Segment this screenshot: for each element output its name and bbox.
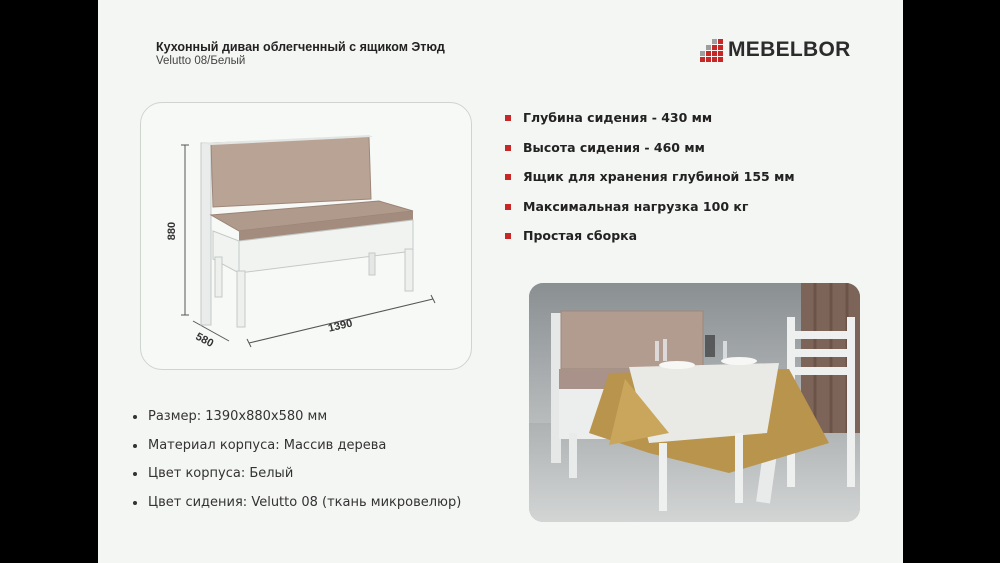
spec-item: Высота сидения - 460 мм [505, 135, 795, 165]
bullet-icon [505, 145, 511, 151]
detail-item: Материал корпуса: Массив дерева [130, 434, 461, 463]
bullet-icon [505, 115, 511, 121]
bullet-icon [505, 233, 511, 239]
bullet-icon [133, 501, 137, 505]
bullet-icon [133, 444, 137, 448]
brand-name: MEBELBOR [728, 38, 851, 61]
detail-item: Размер: 1390x880x580 мм [130, 405, 461, 434]
product-subtitle: Velutto 08/Белый [156, 55, 246, 67]
detail-item: Цвет корпуса: Белый [130, 462, 461, 491]
details-list [130, 405, 461, 519]
bullet-icon [133, 472, 137, 476]
spec-item: Ящик для хранения глубиной 155 мм [505, 164, 795, 194]
interior-photo [529, 283, 860, 522]
bullet-icon [505, 174, 511, 180]
dimension-width: 1390 [327, 317, 354, 335]
product-title: Кухонный диван облегченный с ящиком Этюд [156, 40, 445, 54]
product-slide [98, 0, 903, 563]
spec-item: Максимальная нагрузка 100 кг [505, 194, 795, 224]
logo-mark-icon [700, 39, 723, 62]
dimension-diagram [140, 102, 472, 370]
bullet-icon [133, 415, 137, 419]
bullet-icon [505, 204, 511, 210]
sofa-drawing [141, 103, 471, 369]
spec-list [505, 105, 795, 253]
spec-item: Глубина сидения - 430 мм [505, 105, 795, 135]
brand-logo [700, 38, 851, 62]
detail-item: Цвет сидения: Velutto 08 (ткань микровелюр) [130, 491, 461, 520]
dimension-depth: 580 [193, 330, 216, 350]
spec-item: Простая сборка [505, 223, 795, 253]
dimension-height: 880 [166, 221, 178, 241]
